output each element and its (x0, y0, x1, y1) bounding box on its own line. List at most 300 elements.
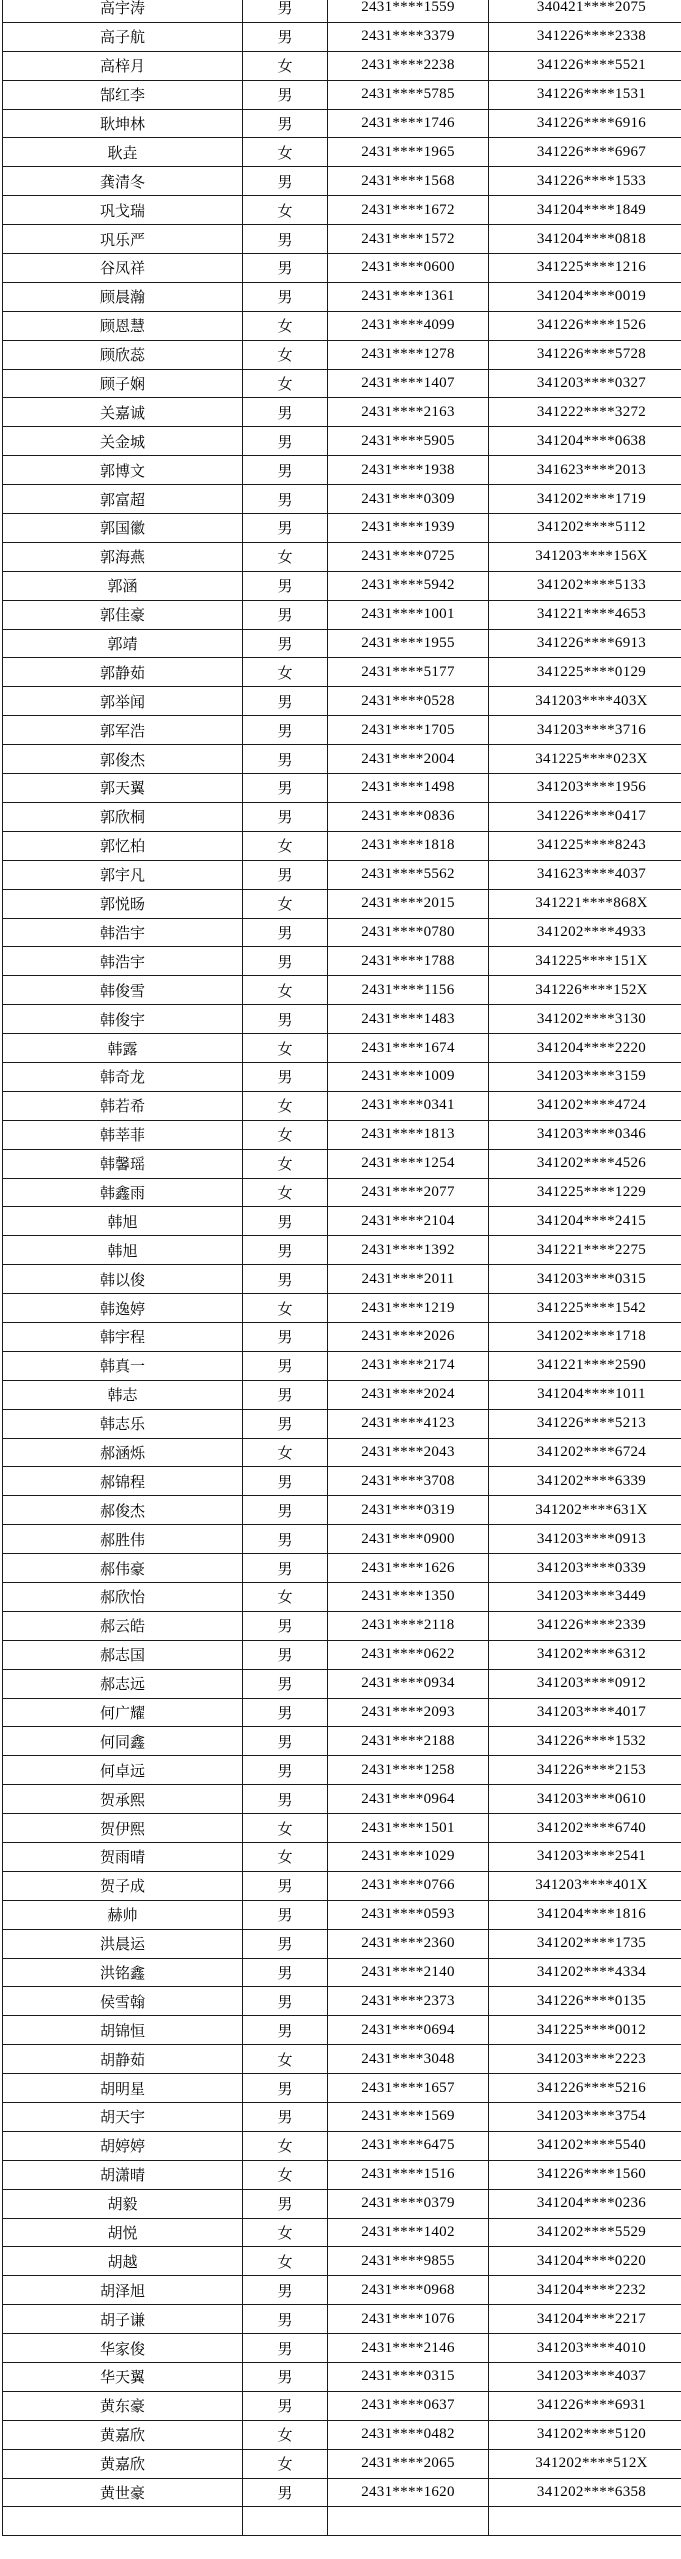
gender-cell: 男 (243, 2478, 328, 2507)
gender-cell: 女 (243, 2218, 328, 2247)
id-number-cell: 341203****0610 (489, 1785, 681, 1814)
name-cell: 韩馨瑶 (3, 1149, 243, 1178)
exam-number-cell: 2431****1278 (328, 340, 489, 369)
name-cell: 郭悦旸 (3, 889, 243, 918)
id-number-cell: 341226****2153 (489, 1756, 681, 1785)
id-number-cell (489, 2507, 681, 2536)
gender-cell: 女 (243, 1582, 328, 1611)
name-cell: 郭静茹 (3, 658, 243, 687)
id-number-cell: 341202****4526 (489, 1149, 681, 1178)
table-row (3, 109, 681, 138)
name-cell: 韩旭 (3, 1207, 243, 1236)
name-cell: 韩露 (3, 1034, 243, 1063)
id-number-cell: 341204****2232 (489, 2276, 681, 2305)
table-row (3, 1120, 681, 1149)
table-row (3, 2276, 681, 2305)
exam-number-cell: 2431****4099 (328, 311, 489, 340)
gender-cell: 男 (243, 485, 328, 514)
name-cell: 赫帅 (3, 1900, 243, 1929)
name-cell: 郭海燕 (3, 542, 243, 571)
id-number-cell: 341226****5216 (489, 2074, 681, 2103)
exam-number-cell: 2431****0968 (328, 2276, 489, 2305)
gender-cell: 女 (243, 2449, 328, 2478)
gender-cell: 女 (243, 1149, 328, 1178)
id-number-cell: 341225****1542 (489, 1294, 681, 1323)
exam-number-cell: 2431****1939 (328, 514, 489, 543)
gender-cell: 男 (243, 860, 328, 889)
table-row (3, 774, 681, 803)
name-cell: 巩乐严 (3, 225, 243, 254)
gender-cell: 男 (243, 225, 328, 254)
exam-number-cell: 2431****0309 (328, 485, 489, 514)
exam-number-cell: 2431****0780 (328, 918, 489, 947)
id-number-cell: 341623****4037 (489, 860, 681, 889)
gender-cell: 女 (243, 340, 328, 369)
exam-number-cell: 2431****0600 (328, 254, 489, 283)
name-cell: 贺承熙 (3, 1785, 243, 1814)
table-row (3, 1698, 681, 1727)
id-number-cell: 341225****8243 (489, 831, 681, 860)
table-row (3, 1034, 681, 1063)
exam-number-cell: 2431****4123 (328, 1409, 489, 1438)
id-number-cell: 341203****4037 (489, 2363, 681, 2392)
exam-number-cell: 2431****2015 (328, 889, 489, 918)
table-row (3, 1814, 681, 1843)
exam-number-cell (328, 2507, 489, 2536)
table-row (3, 485, 681, 514)
table-row (3, 2189, 681, 2218)
name-cell: 顾恩慧 (3, 311, 243, 340)
name-cell: 郭富超 (3, 485, 243, 514)
gender-cell: 男 (243, 687, 328, 716)
table-row (3, 2305, 681, 2334)
table-row (3, 254, 681, 283)
exam-number-cell: 2431****1254 (328, 1149, 489, 1178)
table-row (3, 1669, 681, 1698)
id-number-cell: 341204****0236 (489, 2189, 681, 2218)
name-cell: 郭俊杰 (3, 745, 243, 774)
gender-cell: 女 (243, 1814, 328, 1843)
gender-cell: 男 (243, 947, 328, 976)
exam-number-cell: 2431****1955 (328, 629, 489, 658)
id-number-cell: 341204****2220 (489, 1034, 681, 1063)
gender-cell: 女 (243, 2247, 328, 2276)
table-row (3, 1265, 681, 1294)
exam-number-cell: 2431****2043 (328, 1438, 489, 1467)
table-row (3, 340, 681, 369)
table-row (3, 831, 681, 860)
exam-number-cell: 2431****1516 (328, 2160, 489, 2189)
name-cell: 胡婷婷 (3, 2131, 243, 2160)
id-number-cell: 341203****0913 (489, 1525, 681, 1554)
exam-number-cell: 2431****3379 (328, 22, 489, 51)
gender-cell: 男 (243, 1900, 328, 1929)
exam-number-cell: 2431****0379 (328, 2189, 489, 2218)
exam-number-cell: 2431****2118 (328, 1611, 489, 1640)
id-number-cell: 341203****0327 (489, 369, 681, 398)
gender-cell: 女 (243, 542, 328, 571)
name-cell: 郭佳豪 (3, 600, 243, 629)
gender-cell: 男 (243, 1207, 328, 1236)
id-number-cell: 341226****6931 (489, 2391, 681, 2420)
table-row (3, 1785, 681, 1814)
table-row (3, 1149, 681, 1178)
exam-number-cell: 2431****5942 (328, 571, 489, 600)
table-row (3, 542, 681, 571)
id-number-cell: 341221****4653 (489, 600, 681, 629)
table-row (3, 1525, 681, 1554)
table-row (3, 167, 681, 196)
id-number-cell: 341203****2541 (489, 1843, 681, 1872)
gender-cell: 男 (243, 1929, 328, 1958)
id-number-cell: 341225****0012 (489, 2016, 681, 2045)
exam-number-cell: 2431****2065 (328, 2449, 489, 2478)
id-number-cell: 340421****2075 (489, 0, 681, 22)
table-row (3, 369, 681, 398)
name-cell: 关嘉诚 (3, 398, 243, 427)
gender-cell: 男 (243, 1496, 328, 1525)
table-row (3, 2247, 681, 2276)
gender-cell: 女 (243, 196, 328, 225)
id-number-cell: 341623****2013 (489, 456, 681, 485)
id-number-cell: 341226****1526 (489, 311, 681, 340)
name-cell: 侯雪翰 (3, 1987, 243, 2016)
gender-cell: 男 (243, 774, 328, 803)
id-number-cell: 341202****4724 (489, 1091, 681, 1120)
table-row (3, 1843, 681, 1872)
gender-cell: 男 (243, 918, 328, 947)
gender-cell: 男 (243, 2016, 328, 2045)
name-cell: 郭举闻 (3, 687, 243, 716)
exam-number-cell: 2431****1705 (328, 716, 489, 745)
name-cell: 韩宇程 (3, 1322, 243, 1351)
name-cell: 贺雨晴 (3, 1843, 243, 1872)
table-row (3, 1467, 681, 1496)
table-row (3, 802, 681, 831)
gender-cell: 男 (243, 1554, 328, 1583)
table-row (3, 1958, 681, 1987)
id-number-cell: 341226****5213 (489, 1409, 681, 1438)
name-cell: 黄东豪 (3, 2391, 243, 2420)
name-cell: 何广耀 (3, 1698, 243, 1727)
exam-number-cell: 2431****1029 (328, 1843, 489, 1872)
id-number-cell: 341226****152X (489, 976, 681, 1005)
table-row (3, 2507, 681, 2536)
name-cell: 郝云皓 (3, 1611, 243, 1640)
table-row (3, 658, 681, 687)
table-row (3, 1380, 681, 1409)
name-cell: 郭宇凡 (3, 860, 243, 889)
name-cell: 郜红李 (3, 80, 243, 109)
name-cell: 韩若希 (3, 1091, 243, 1120)
id-number-cell: 341204****2217 (489, 2305, 681, 2334)
gender-cell: 女 (243, 369, 328, 398)
table-row (3, 1178, 681, 1207)
gender-cell: 男 (243, 1409, 328, 1438)
id-number-cell: 341226****2339 (489, 1611, 681, 1640)
name-cell: 洪铭鑫 (3, 1958, 243, 1987)
exam-number-cell: 2431****1569 (328, 2103, 489, 2132)
exam-number-cell: 2431****2004 (328, 745, 489, 774)
exam-number-cell: 2431****0593 (328, 1900, 489, 1929)
name-cell: 胡静茹 (3, 2045, 243, 2074)
table-row (3, 225, 681, 254)
table-row (3, 1929, 681, 1958)
gender-cell: 男 (243, 745, 328, 774)
exam-number-cell: 2431****1009 (328, 1062, 489, 1091)
exam-number-cell: 2431****0694 (328, 2016, 489, 2045)
name-cell: 郭天翼 (3, 774, 243, 803)
table-row (3, 2334, 681, 2363)
id-number-cell: 341203****3449 (489, 1582, 681, 1611)
name-cell: 胡明星 (3, 2074, 243, 2103)
exam-number-cell: 2431****2174 (328, 1351, 489, 1380)
table-row (3, 2391, 681, 2420)
exam-number-cell: 2431****6475 (328, 2131, 489, 2160)
id-number-cell: 341202****5120 (489, 2420, 681, 2449)
id-number-cell: 341203****3754 (489, 2103, 681, 2132)
gender-cell: 女 (243, 2131, 328, 2160)
id-number-cell: 341226****5728 (489, 340, 681, 369)
gender-cell: 男 (243, 1062, 328, 1091)
gender-cell: 男 (243, 1640, 328, 1669)
table-row (3, 687, 681, 716)
table-row (3, 22, 681, 51)
gender-cell: 女 (243, 1034, 328, 1063)
name-cell: 巩戈瑞 (3, 196, 243, 225)
exam-number-cell: 2431****0964 (328, 1785, 489, 1814)
name-cell: 郭靖 (3, 629, 243, 658)
table-row (3, 1640, 681, 1669)
gender-cell: 男 (243, 2391, 328, 2420)
name-cell: 郝志远 (3, 1669, 243, 1698)
name-cell: 郭涵 (3, 571, 243, 600)
name-cell: 郭忆柏 (3, 831, 243, 860)
exam-number-cell: 2431****1813 (328, 1120, 489, 1149)
gender-cell: 男 (243, 1380, 328, 1409)
id-number-cell: 341202****6724 (489, 1438, 681, 1467)
table-row (3, 745, 681, 774)
table-row (3, 1554, 681, 1583)
table-row (3, 398, 681, 427)
name-cell: 韩志乐 (3, 1409, 243, 1438)
exam-number-cell: 2431****2093 (328, 1698, 489, 1727)
id-number-cell: 341222****3272 (489, 398, 681, 427)
exam-number-cell: 2431****1392 (328, 1236, 489, 1265)
gender-cell: 女 (243, 138, 328, 167)
gender-cell: 男 (243, 1005, 328, 1034)
exam-number-cell: 2431****2077 (328, 1178, 489, 1207)
id-number-cell: 341202****1735 (489, 1929, 681, 1958)
id-number-cell: 341202****4933 (489, 918, 681, 947)
table-row (3, 889, 681, 918)
table-row (3, 138, 681, 167)
name-cell: 郭欣桐 (3, 802, 243, 831)
name-cell: 华天翼 (3, 2363, 243, 2392)
gender-cell: 男 (243, 1987, 328, 2016)
table-row (3, 2103, 681, 2132)
gender-cell: 男 (243, 1871, 328, 1900)
gender-cell: 男 (243, 80, 328, 109)
name-cell: 郭博文 (3, 456, 243, 485)
id-number-cell: 341204****0220 (489, 2247, 681, 2276)
table-row (3, 2478, 681, 2507)
table-row (3, 860, 681, 889)
gender-cell: 男 (243, 2103, 328, 2132)
table-row (3, 976, 681, 1005)
table-row (3, 600, 681, 629)
exam-number-cell: 2431****5562 (328, 860, 489, 889)
name-cell: 郝志国 (3, 1640, 243, 1669)
table-row (3, 918, 681, 947)
exam-number-cell: 2431****1572 (328, 225, 489, 254)
id-number-cell: 341202****631X (489, 1496, 681, 1525)
gender-cell: 男 (243, 1351, 328, 1380)
gender-cell: 男 (243, 427, 328, 456)
id-number-cell: 341202****1718 (489, 1322, 681, 1351)
name-cell: 胡越 (3, 2247, 243, 2276)
name-cell: 黄世豪 (3, 2478, 243, 2507)
name-cell: 韩逸婷 (3, 1294, 243, 1323)
exam-number-cell: 2431****9855 (328, 2247, 489, 2276)
exam-number-cell: 2431****1498 (328, 774, 489, 803)
name-cell: 韩志 (3, 1380, 243, 1409)
name-cell: 胡毅 (3, 2189, 243, 2218)
table-row (3, 1987, 681, 2016)
gender-cell: 女 (243, 889, 328, 918)
id-number-cell: 341203****0315 (489, 1265, 681, 1294)
exam-number-cell: 2431****2360 (328, 1929, 489, 1958)
exam-number-cell: 2431****0622 (328, 1640, 489, 1669)
name-cell: 高子航 (3, 22, 243, 51)
gender-cell: 男 (243, 514, 328, 543)
table-row (3, 2420, 681, 2449)
table-row (3, 2016, 681, 2045)
exam-number-cell: 2431****1258 (328, 1756, 489, 1785)
gender-cell: 女 (243, 831, 328, 860)
gender-cell: 男 (243, 456, 328, 485)
exam-number-cell: 2431****1219 (328, 1294, 489, 1323)
exam-number-cell: 2431****2024 (328, 1380, 489, 1409)
gender-cell: 男 (243, 1322, 328, 1351)
exam-number-cell: 2431****1407 (328, 369, 489, 398)
exam-number-cell: 2431****1156 (328, 976, 489, 1005)
name-cell: 龚清冬 (3, 167, 243, 196)
gender-cell: 男 (243, 2189, 328, 2218)
id-number-cell: 341203****156X (489, 542, 681, 571)
table-row (3, 2074, 681, 2103)
exam-number-cell: 2431****2140 (328, 1958, 489, 1987)
id-number-cell: 341221****2590 (489, 1351, 681, 1380)
name-cell: 韩鑫雨 (3, 1178, 243, 1207)
id-number-cell: 341203****403X (489, 687, 681, 716)
gender-cell: 男 (243, 254, 328, 283)
id-number-cell: 341225****1229 (489, 1178, 681, 1207)
name-cell (3, 2507, 243, 2536)
gender-cell: 女 (243, 2160, 328, 2189)
name-cell: 高梓月 (3, 51, 243, 80)
gender-cell: 男 (243, 1958, 328, 1987)
gender-cell: 女 (243, 658, 328, 687)
exam-number-cell: 2431****0725 (328, 542, 489, 571)
id-number-cell: 341225****0129 (489, 658, 681, 687)
exam-number-cell: 2431****1568 (328, 167, 489, 196)
exam-number-cell: 2431****5785 (328, 80, 489, 109)
table-row (3, 1496, 681, 1525)
id-number-cell: 341226****1533 (489, 167, 681, 196)
exam-number-cell: 2431****0482 (328, 2420, 489, 2449)
table-row (3, 51, 681, 80)
gender-cell: 女 (243, 1843, 328, 1872)
exam-number-cell: 2431****1746 (328, 109, 489, 138)
table-row (3, 1207, 681, 1236)
exam-number-cell: 2431****1620 (328, 2478, 489, 2507)
id-number-cell: 341202****6339 (489, 1467, 681, 1496)
table-row (3, 2131, 681, 2160)
id-number-cell: 341202****512X (489, 2449, 681, 2478)
name-cell: 华家俊 (3, 2334, 243, 2363)
id-number-cell: 341226****5521 (489, 51, 681, 80)
table-row (3, 716, 681, 745)
name-cell: 郝胜伟 (3, 1525, 243, 1554)
table-row (3, 947, 681, 976)
id-number-cell: 341225****1216 (489, 254, 681, 283)
exam-number-cell: 2431****1483 (328, 1005, 489, 1034)
gender-cell: 男 (243, 1525, 328, 1554)
gender-cell: 女 (243, 1294, 328, 1323)
gender-cell: 女 (243, 2045, 328, 2074)
table-row (3, 456, 681, 485)
table-row (3, 1091, 681, 1120)
name-cell: 贺子成 (3, 1871, 243, 1900)
gender-cell: 男 (243, 2305, 328, 2334)
table-row (3, 514, 681, 543)
gender-cell: 男 (243, 1265, 328, 1294)
exam-number-cell: 2431****2104 (328, 1207, 489, 1236)
id-number-cell: 341221****868X (489, 889, 681, 918)
gender-cell: 女 (243, 1438, 328, 1467)
name-cell: 黄嘉欣 (3, 2449, 243, 2478)
exam-number-cell: 2431****1361 (328, 282, 489, 311)
exam-number-cell: 2431****2163 (328, 398, 489, 427)
exam-number-cell: 2431****0900 (328, 1525, 489, 1554)
exam-number-cell: 2431****1350 (328, 1582, 489, 1611)
gender-cell (243, 2507, 328, 2536)
exam-number-cell: 2431****1818 (328, 831, 489, 860)
table-row (3, 1351, 681, 1380)
name-cell: 韩真一 (3, 1351, 243, 1380)
gender-cell: 女 (243, 2420, 328, 2449)
gender-cell: 男 (243, 1669, 328, 1698)
id-number-cell: 341202****6312 (489, 1640, 681, 1669)
exam-number-cell: 2431****1402 (328, 2218, 489, 2247)
exam-number-cell: 2431****1559 (328, 0, 489, 22)
table-row (3, 2449, 681, 2478)
name-cell: 关金城 (3, 427, 243, 456)
exam-number-cell: 2431****2026 (328, 1322, 489, 1351)
exam-number-cell: 2431****1965 (328, 138, 489, 167)
gender-cell: 男 (243, 2276, 328, 2305)
exam-number-cell: 2431****1076 (328, 2305, 489, 2334)
exam-number-cell: 2431****1674 (328, 1034, 489, 1063)
gender-cell: 男 (243, 2363, 328, 2392)
table-row (3, 1871, 681, 1900)
gender-cell: 男 (243, 1727, 328, 1756)
table-row (3, 1756, 681, 1785)
id-number-cell: 341203****401X (489, 1871, 681, 1900)
id-number-cell: 341225****151X (489, 947, 681, 976)
id-number-cell: 341226****1560 (489, 2160, 681, 2189)
